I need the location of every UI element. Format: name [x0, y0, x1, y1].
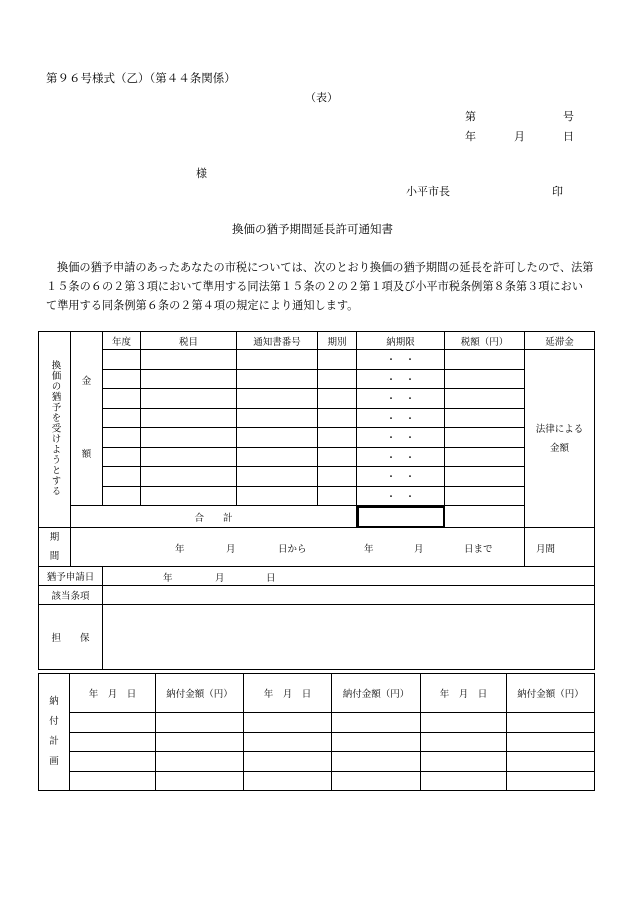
section-label: 換価の猶予を受けようとする [49, 359, 61, 497]
notice-number-cell[interactable] [237, 408, 318, 428]
period-from-day: 日から [278, 544, 307, 555]
period-months: 月間 [536, 544, 556, 555]
due-date-cell[interactable]: ・ ・ [357, 447, 445, 467]
issuer: 小平市長 [406, 185, 450, 198]
notice-number-cell[interactable] [237, 447, 318, 467]
due-date-cell[interactable]: ・ ・ [357, 428, 445, 448]
period-label-cell [39, 528, 71, 567]
plan-amount-header: 納付金額（円） [156, 674, 244, 713]
plan-date-cell[interactable] [421, 732, 507, 752]
due-date-cell[interactable]: ・ ・ [357, 350, 445, 370]
total-amount-cell[interactable] [357, 506, 445, 528]
installment-cell[interactable] [318, 350, 357, 370]
plan-amount-cell[interactable] [507, 732, 595, 752]
application-date-cell[interactable] [103, 567, 595, 586]
tax-amount-cell[interactable] [445, 486, 525, 506]
late-fee-note-1: 法律による [535, 423, 584, 435]
plan-row [39, 752, 595, 772]
payment-plan-table [38, 673, 595, 791]
total-label: 合 計 [71, 506, 357, 528]
plan-amount-cell[interactable] [332, 771, 421, 791]
notice-number-cell[interactable] [237, 486, 318, 506]
column-header: 納期限 [357, 332, 445, 350]
addressee-suffix: 様 [196, 167, 207, 180]
late-fee-note-2: 金額 [549, 442, 569, 454]
plan-label-3: 計 [49, 736, 59, 747]
tax-amount-cell[interactable] [445, 447, 525, 467]
plan-date-cell[interactable] [70, 771, 156, 791]
tax-amount-cell[interactable] [445, 369, 525, 389]
installment-cell[interactable] [318, 428, 357, 448]
due-date-cell[interactable]: ・ ・ [357, 408, 445, 428]
notice-number-cell[interactable] [237, 350, 318, 370]
plan-amount-header: 納付金額（円） [332, 674, 421, 713]
column-header: 税目 [141, 332, 237, 350]
plan-label-4: 画 [49, 756, 59, 767]
date-day: 日 [563, 130, 574, 143]
installment-cell[interactable] [318, 408, 357, 428]
table-row [39, 467, 595, 487]
tax-amount-cell[interactable] [445, 350, 525, 370]
plan-amount-cell[interactable] [507, 752, 595, 772]
plan-row [39, 713, 595, 733]
fiscal-year-cell[interactable] [103, 447, 141, 467]
tax-item-cell[interactable] [141, 447, 237, 467]
section-label-cell [39, 332, 71, 528]
due-date-cell[interactable]: ・ ・ [357, 467, 445, 487]
tax-item-cell[interactable] [141, 389, 237, 409]
table-row [39, 428, 595, 448]
fiscal-year-cell[interactable] [103, 350, 141, 370]
plan-date-header: 年 月 日 [421, 674, 507, 713]
date-month: 月 [514, 130, 525, 143]
installment-cell[interactable] [318, 369, 357, 389]
plan-amount-header: 納付金額（円） [507, 674, 595, 713]
plan-amount-cell[interactable] [156, 771, 244, 791]
fiscal-year-cell[interactable] [103, 428, 141, 448]
due-date-cell[interactable]: ・ ・ [357, 486, 445, 506]
tax-item-cell[interactable] [141, 467, 237, 487]
plan-amount-cell[interactable] [332, 732, 421, 752]
notice-number-cell[interactable] [237, 467, 318, 487]
tax-amount-cell[interactable] [445, 428, 525, 448]
period-from-year: 年 [175, 544, 185, 555]
plan-date-cell[interactable] [421, 752, 507, 772]
form-number: 第９６号様式（乙）（第４４条関係） [46, 71, 236, 85]
fiscal-year-cell[interactable] [103, 486, 141, 506]
table-row [39, 369, 595, 389]
period-to-day: 日まで [464, 544, 493, 555]
installment-cell[interactable] [318, 447, 357, 467]
plan-amount-cell[interactable] [156, 713, 244, 733]
plan-amount-cell[interactable] [332, 713, 421, 733]
table-row [39, 447, 595, 467]
tax-item-cell[interactable] [141, 486, 237, 506]
plan-label-2: 付 [49, 716, 59, 727]
plan-date-cell[interactable] [244, 752, 332, 772]
plan-amount-cell[interactable] [507, 713, 595, 733]
notice-number-cell[interactable] [237, 369, 318, 389]
plan-amount-cell[interactable] [156, 752, 244, 772]
tax-amount-cell[interactable] [445, 389, 525, 409]
document-title: 換価の猶予期間延長許可通知書 [232, 222, 393, 236]
installment-cell[interactable] [318, 389, 357, 409]
tax-item-cell[interactable] [141, 428, 237, 448]
application-date-label: 猶予申請日 [39, 567, 103, 586]
plan-date-cell[interactable] [244, 713, 332, 733]
column-header: 税額（円） [445, 332, 525, 350]
date-year: 年 [465, 130, 476, 143]
fiscal-year-cell[interactable] [103, 467, 141, 487]
plan-row [39, 771, 595, 791]
plan-label-1: 納 [49, 696, 59, 707]
column-header: 通知書番号 [237, 332, 318, 350]
plan-row [39, 732, 595, 752]
notice-number-cell[interactable] [237, 389, 318, 409]
application-date-year: 年 [163, 573, 173, 584]
table-row [39, 486, 595, 506]
plan-date-cell[interactable] [244, 732, 332, 752]
body-text [46, 258, 594, 315]
plan-amount-cell[interactable] [507, 771, 595, 791]
amount-label-cell [71, 332, 103, 506]
plan-date-cell[interactable] [421, 713, 507, 733]
period-to-year: 年 [364, 544, 374, 555]
fiscal-year-cell[interactable] [103, 408, 141, 428]
tax-item-cell[interactable] [141, 369, 237, 389]
plan-date-cell[interactable] [244, 771, 332, 791]
installment-cell[interactable] [318, 486, 357, 506]
tax-table [38, 331, 595, 670]
plan-date-cell[interactable] [70, 752, 156, 772]
seal: 印 [552, 185, 563, 198]
period-to-month: 月 [414, 544, 424, 555]
tax-item-cell[interactable] [141, 408, 237, 428]
due-date-cell[interactable]: ・ ・ [357, 369, 445, 389]
table-row [39, 408, 595, 428]
plan-date-cell[interactable] [70, 713, 156, 733]
period-label-1: 期 [49, 532, 60, 543]
table-row [39, 350, 595, 370]
collateral-cell[interactable] [103, 605, 595, 670]
amount-label-2: 額 [81, 449, 92, 460]
doc-no-prefix: 第 [465, 110, 476, 123]
collateral-label: 担 保 [39, 605, 103, 670]
fiscal-year-cell[interactable] [103, 389, 141, 409]
application-date-day: 日 [266, 573, 276, 584]
period-cell[interactable] [71, 528, 556, 567]
notice-number-cell[interactable] [237, 428, 318, 448]
late-fee-cell [525, 350, 595, 528]
plan-amount-cell[interactable] [156, 732, 244, 752]
column-header: 延滞金 [525, 332, 595, 350]
tax-amount-cell[interactable] [445, 467, 525, 487]
table-row [39, 389, 595, 409]
plan-date-cell[interactable] [421, 771, 507, 791]
column-header: 期別 [318, 332, 357, 350]
application-date-month: 月 [215, 573, 225, 584]
applicable-clause-cell[interactable] [103, 586, 595, 605]
fiscal-year-cell[interactable] [103, 369, 141, 389]
amount-label-1: 金 [81, 376, 92, 387]
tax-amount-cell[interactable] [445, 408, 525, 428]
installment-cell[interactable] [318, 467, 357, 487]
applicable-clause-label: 該当条項 [39, 586, 103, 605]
plan-date-header: 年 月 日 [70, 674, 156, 713]
plan-date-cell[interactable] [70, 732, 156, 752]
period-label-2: 間 [49, 551, 60, 562]
plan-amount-cell[interactable] [332, 752, 421, 772]
body-paragraph: 換価の猶予申請のあったあなたの市税については、次のとおり換価の猶予期間の延長を許可したので、法第１５条の６の２第３項において準用する同法第１５条の２の２第１項及び小平市税条例第８条第３項において準用する同条例第６条の２第４項の規定により通知します。 [46, 261, 594, 312]
plan-label-cell [39, 674, 70, 791]
period-from-month: 月 [226, 544, 236, 555]
due-date-cell[interactable]: ・ ・ [357, 389, 445, 409]
side-label: （表） [305, 91, 338, 104]
column-header: 年度 [103, 332, 141, 350]
plan-date-header: 年 月 日 [244, 674, 332, 713]
doc-no-suffix: 号 [563, 110, 574, 123]
tax-item-cell[interactable] [141, 350, 237, 370]
